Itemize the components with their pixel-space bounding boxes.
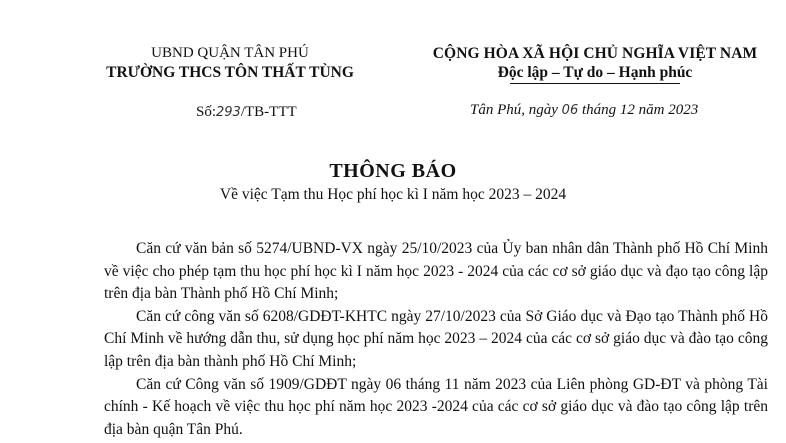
national-heading bbox=[404, 44, 786, 84]
national-motto: Độc lập – Tự do – Hạnh phúc bbox=[497, 64, 693, 81]
document-subtitle: Về việc Tạm thu Học phí học kì I năm học 2023 – 2024 bbox=[219, 186, 567, 203]
date-place: Tân Phú, ngày bbox=[470, 102, 558, 118]
district-name: UBND QUẬN TÂN PHÚ bbox=[151, 45, 309, 61]
doc-number-prefix: Số: bbox=[196, 104, 217, 120]
issuer-block bbox=[100, 44, 360, 82]
paragraph: Căn cứ Công văn số 1909/GDĐT ngày 06 tháng 11 năm 2023 của Liên phòng GD-ĐT và phòng Tài chính - Kế hoạch về việc thu học phí năm học 2023 -2024 của các cơ sở giáo dục và đào tạo công lập trên địa bàn quận Tân Phú. bbox=[104, 375, 768, 438]
nation-name: CỘNG HÒA XÃ HỘI CHỦ NGHĨA VIỆT NAM bbox=[432, 45, 758, 62]
paragraph: Căn cứ công văn số 6208/GDĐT-KHTC ngày 27/10/2023 của Sở Giáo dục và Đạo tạo Thành phố Hồ Chí Minh về hướng dẫn thu, sử dụng học phí năm học 2023 – 2024 của các cơ sở giáo dục và đào tạo công lập trên địa bàn thành phố Hồ Chí Minh; bbox=[104, 307, 768, 370]
date-day-handwritten: 06 bbox=[561, 103, 579, 118]
paragraph: Căn cứ văn bản số 5274/UBND-VX ngày 25/10/2023 của Ủy ban nhân dân Thành phố Hồ Chí Minh về việc cho phép tạm thu học phí học kì I năm học 2023 - 2024 của các cơ sở giáo dục và đạo tạo công lập trên địa bàn Thành phố Hồ Chí Minh; bbox=[104, 240, 768, 303]
doc-number-handwritten: 293 bbox=[216, 105, 241, 120]
motto-underline bbox=[510, 83, 680, 84]
document-number bbox=[196, 104, 297, 121]
school-name: TRƯỜNG THCS TÔN THẤT TÙNG bbox=[106, 64, 354, 81]
document-body bbox=[104, 238, 768, 441]
doc-number-suffix: /TB-TTT bbox=[240, 104, 297, 120]
date-rest: tháng 12 năm 2023 bbox=[578, 102, 699, 118]
date-line bbox=[470, 102, 698, 119]
document-title: THÔNG BÁO bbox=[329, 160, 457, 182]
